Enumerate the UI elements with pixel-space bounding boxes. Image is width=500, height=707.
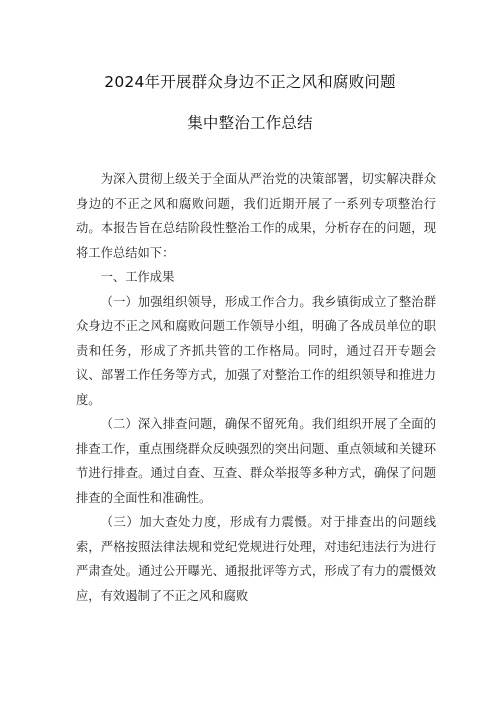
section-heading-results: 一、工作成果 bbox=[100, 270, 175, 284]
paragraph-item-1: （一）加强组织领导，形成工作合力。我乡镇街成立了整治群众身边不正之风和腐败问题工作领导小组，明确了各成员单位的职责和任务，形成了齐抓共管的工作格局。同时，通过召开专题会议、部署工作任务等方式，加强了对整治工作的组织领导和推进力度。 bbox=[76, 294, 436, 407]
paragraph-item-2: （二）深入排查问题，确保不留死角。我们组织开展了全面的排查工作，重点围绕群众反映强烈的突出问题、重点领域和关键环节进行排查。通过自查、互查、群众举报等多种方式，确保了问题排查的全面性和准确性。 bbox=[76, 417, 436, 505]
paragraph-item-3: （三）加大查处力度，形成有力震慑。对于排查出的问题线索，严格按照法律法规和党纪党规进行处理，对违纪违法行为进行严肃查处。通过公开曝光、通报批评等方式，形成了有力的震慑效应，有效遏制了不正之风和腐败 bbox=[76, 515, 436, 603]
document-body bbox=[76, 167, 436, 608]
document-title-line1: 2024年开展群众身边不正之风和腐败问题 bbox=[104, 73, 396, 91]
document-title-line2: 集中整治工作总结 bbox=[187, 114, 313, 132]
intro-paragraph: 为深入贯彻上级关于全面从严治党的决策部署，切实解决群众身边的不正之风和腐败问题，我们近期开展了一系列专项整治行动。本报告旨在总结阶段性整治工作的成果，分析存在的问题，现将工作总结如下： bbox=[76, 172, 436, 260]
